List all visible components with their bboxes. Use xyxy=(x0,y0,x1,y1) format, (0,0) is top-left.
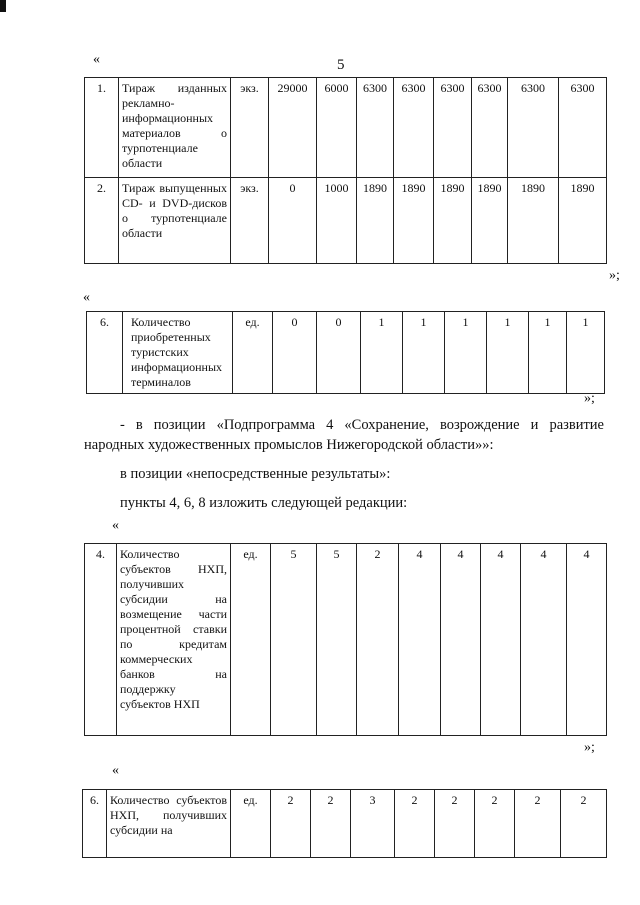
value-cell: 0 xyxy=(269,178,317,264)
value-cell: 1 xyxy=(403,312,445,394)
value-cell: 6300 xyxy=(434,78,472,178)
value-cell: 4 xyxy=(441,544,481,736)
unit-cell: ед. xyxy=(231,544,271,736)
row-number: 2. xyxy=(85,178,119,264)
paragraph-position: в позиции «непосредственные результаты»: xyxy=(120,466,391,482)
row-number: 6. xyxy=(87,312,123,394)
value-cell: 2 xyxy=(475,790,515,858)
value-cell: 4 xyxy=(567,544,607,736)
table-2 xyxy=(86,311,605,394)
unit-cell: ед. xyxy=(233,312,273,394)
value-cell: 2 xyxy=(435,790,475,858)
value-cell: 1 xyxy=(445,312,487,394)
quote-close-2: »; xyxy=(584,391,595,406)
value-cell: 1 xyxy=(361,312,403,394)
quote-open-2: « xyxy=(83,290,90,305)
value-cell: 6000 xyxy=(317,78,357,178)
unit-cell: ед. xyxy=(231,790,271,858)
value-cell: 6300 xyxy=(508,78,559,178)
indicator-name: Количество субъектов НХП, получивших субсидии на возмещение части процентной ставки по кредитам коммерческих банков на поддержку субъектов НХП xyxy=(117,544,231,736)
value-cell: 4 xyxy=(521,544,567,736)
indicator-name: Количество приобретенных туристских информационных терминалов xyxy=(123,312,233,394)
quote-open-4: « xyxy=(112,763,119,778)
table-4 xyxy=(82,789,607,858)
value-cell: 2 xyxy=(561,790,607,858)
value-cell: 6300 xyxy=(394,78,434,178)
table-row xyxy=(83,790,607,858)
value-cell: 5 xyxy=(271,544,317,736)
unit-cell: экз. xyxy=(231,178,269,264)
row-number: 4. xyxy=(85,544,117,736)
value-cell: 1000 xyxy=(317,178,357,264)
value-cell: 1890 xyxy=(357,178,394,264)
indicator-name: Количество субъектов НХП, получивших субсидии на xyxy=(107,790,231,858)
quote-close-3: »; xyxy=(584,740,595,755)
paragraph-items: пункты 4, 6, 8 изложить следующей редакции: xyxy=(120,495,408,511)
table-1 xyxy=(84,77,607,264)
value-cell: 2 xyxy=(515,790,561,858)
value-cell: 2 xyxy=(271,790,311,858)
value-cell: 6300 xyxy=(357,78,394,178)
table-row xyxy=(85,544,607,736)
value-cell: 1 xyxy=(529,312,567,394)
value-cell: 1890 xyxy=(394,178,434,264)
table-row xyxy=(85,78,607,178)
scan-corner-mark xyxy=(0,0,6,12)
page-number: 5 xyxy=(337,57,345,73)
value-cell: 0 xyxy=(273,312,317,394)
value-cell: 2 xyxy=(311,790,351,858)
value-cell: 2 xyxy=(357,544,399,736)
value-cell: 6300 xyxy=(559,78,607,178)
value-cell: 4 xyxy=(399,544,441,736)
quote-open-1: « xyxy=(93,52,100,67)
value-cell: 1890 xyxy=(472,178,508,264)
value-cell: 29000 xyxy=(269,78,317,178)
paragraph-subprogram-4: - в позиции «Подпрограмма 4 «Сохранение, возрождение и развитие народных художественных промыслов Нижегородской области»»: xyxy=(84,417,604,453)
indicator-name: Тираж изданных рекламно-информационных материалов о турпотенциале области xyxy=(119,78,231,178)
table-row xyxy=(87,312,605,394)
row-number: 1. xyxy=(85,78,119,178)
value-cell: 3 xyxy=(351,790,395,858)
value-cell: 5 xyxy=(317,544,357,736)
value-cell: 1 xyxy=(567,312,605,394)
indicator-name: Тираж выпущенных CD- и DVD-дисков о турпотенциале области xyxy=(119,178,231,264)
value-cell: 1890 xyxy=(508,178,559,264)
table-row xyxy=(85,178,607,264)
value-cell: 1 xyxy=(487,312,529,394)
quote-close-1: »; xyxy=(609,268,620,283)
table-3 xyxy=(84,543,607,736)
value-cell: 6300 xyxy=(472,78,508,178)
value-cell: 1890 xyxy=(559,178,607,264)
value-cell: 2 xyxy=(395,790,435,858)
row-number: 6. xyxy=(83,790,107,858)
value-cell: 4 xyxy=(481,544,521,736)
quote-open-3: « xyxy=(112,518,119,533)
unit-cell: экз. xyxy=(231,78,269,178)
value-cell: 0 xyxy=(317,312,361,394)
value-cell: 1890 xyxy=(434,178,472,264)
